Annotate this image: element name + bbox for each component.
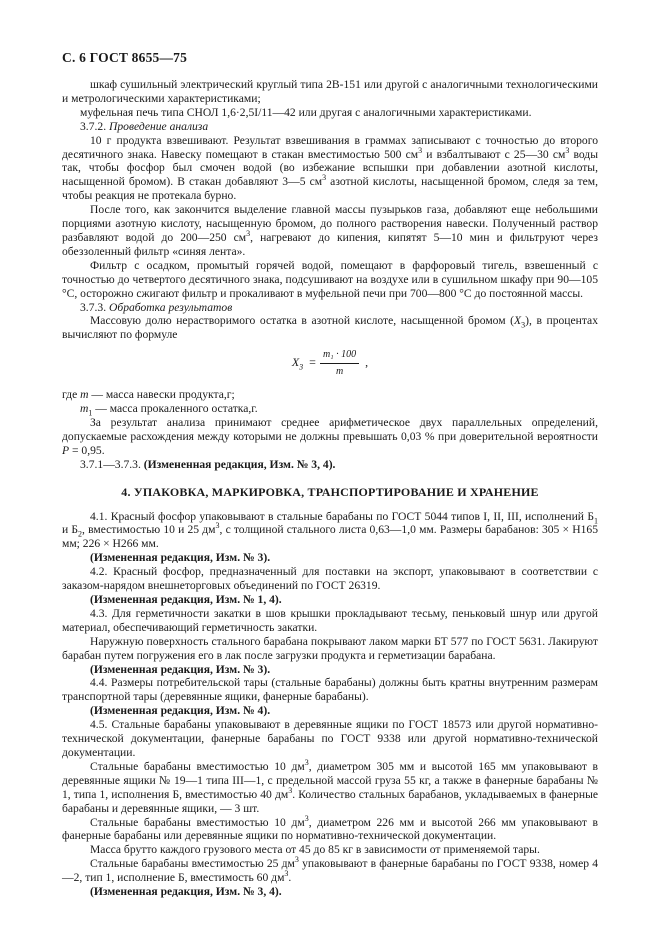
paragraph-4-3-lacquer: Наружную поверхность стального барабана покрывают лаком марки БТ 577 по ГОСТ 5631. Лакируют барабан путем погружения его в лак после загрузки продукта и герметизации барабана. (62, 634, 598, 662)
paragraph-dissolution: После того, как закончится выделение главной массы пузырьков газа, добавляют еще небольшими порциями азотную кислоту, насыщенную бромом, до полного растворения навески. Полученный раствор разбавляют водой до 200—250 $см^3$, нагревают до кипения, кипятят 5—10 мин и фильтруют через обеззоленный фильтр «синяя лента». (62, 203, 598, 258)
formula-x3: $X_3$ = $\frac{\text{m₁ · 100}}{m}$ , (291, 348, 369, 377)
document-body (62, 78, 598, 899)
paragraph-analysis-procedure: 10 г продукта взвешивают. Результат взвешивания в граммах записывают с точностью до второго десятичного знака. Навеску помещают в стакан вместимостью 500 $см^3$ и взбалтывают с 25—30 $см^3$ воды так, чтобы фосфор был смочен водой (во избежание вспышки при добавлении азотной кислоты, насыщенной бромом). В стакан добавляют 3—5 $см^3$ азотной кислоты, насыщенной бромом, следя за тем, чтобы реакция не протекала бурно. (62, 133, 598, 203)
amendment-note: (Измененная редакция, Изм. № 4). (90, 704, 271, 718)
amendment-note-3-7: 3.7.1—3.7.3. (Измененная редакция, Изм. № 3, 4). (80, 457, 336, 471)
amendment-note: (Измененная редакция, Изм. № 3). (90, 551, 271, 565)
variable-definition-m: где m — масса навески продукта,г; (62, 388, 235, 402)
formula-denominator: m (335, 365, 344, 377)
amendment-note: (Измененная редакция, Изм. № 1, 4). (90, 593, 282, 606)
paragraph-4-1: 4.1. Красный фосфор упаковывают в стальные барабаны по ГОСТ 5044 типов I, II, III, исполнений $Б_1$ и $Б_2$, вместимостью 10 и 25 $дм^3$, с толщиной стального листа 0,63—1,0 мм. Размеры барабанов: 305 × Н165 мм; 226 × Н266 мм. (62, 509, 599, 551)
paragraph-4-2: 4.2. Красный фосфор, предназначенный для поставки на экспорт, упаковывают в соответствии с заказом-нарядом внешнеторговых объединений по ГОСТ 26319. (62, 565, 598, 593)
formula-numerator: m₁ · 100 (320, 348, 359, 364)
paragraph-4-5-drums-226: Стальные барабаны вместимостью 10 $дм^3$, диаметром 226 мм и высотой 266 мм упаковывают в фанерные барабаны или деревянные ящики по нормативно-технической документации. (62, 813, 598, 843)
section-title: Обработка результатов (109, 300, 233, 314)
section-title: Проведение анализа (109, 119, 209, 133)
paragraph-filter-calcination: Фильтр с осадком, промытый горячей водой, помещают в фарфоровый тигель, взвешенный с точностью до четвертого десятичного знака, подсушивают на воздухе или в сушильном шкафу при 90—105 °С, осторожно сжигают фильтр и прокаливают в муфельной печи при 700—800 °С до постоянной массы. (62, 258, 598, 300)
paragraph-4-4: 4.4. Размеры потребительской тары (стальные барабаны) должны быть кратны внутренним размерам транспортной тары (деревянные ящики, фанерные барабаны). (62, 676, 598, 704)
paragraph-4-5-drums-305: Стальные барабаны вместимостью 10 $дм^3$, диаметром 305 мм и высотой 165 мм упаковывают в деревянные ящики № 19—1 типа III—1, с предельной массой груза 55 кг, а также в фанерные барабаны № 1, типа 1, исполнения Б, вместимостью 40 $дм^3$. Количество стальных барабанов, укладываемых в фанерные барабаны и деревянные ящики, — 3 шт. (62, 758, 599, 815)
page-header: С. 6 ГОСТ 8655—75 (62, 50, 188, 65)
paragraph-4-3: 4.3. Для герметичности закатки в шов крышки прокладывают тесьму, пеньковый шнур или другой материал, обеспечивающий герметичность закатки. (62, 606, 598, 634)
section-number: 3.7.2. (80, 119, 107, 133)
section-3-7-2-heading (62, 120, 598, 134)
paragraph-result-precision: За результат анализа принимают среднее арифметическое двух параллельных определений, допускаемые расхождения между которыми не должны превышать 0,03 % при доверительной вероятности P = 0,95. (62, 416, 598, 457)
formula-fraction (320, 348, 359, 379)
section-number: 3.7.3. (80, 300, 107, 314)
amendment-note: (Измененная редакция, Изм. № 3). (90, 662, 271, 676)
equipment-item-furnace: муфельная печь типа СНОЛ 1,6·2,5I/11—42 или другая с аналогичными характеристиками. (80, 105, 532, 119)
paragraph-4-5-gross-mass: Масса брутто каждого грузового места от 45 до 85 кг в зависимости от применяемой тары. (90, 843, 540, 857)
variable-definition-m1: $m_1$ — масса прокаленного остатка,г. (80, 402, 258, 418)
amendment-note: (Измененная редакция, Изм. № 3, 4). (90, 885, 282, 899)
equipment-item-oven: шкаф сушильный электрический круглый типа 2В-151 или другой с аналогичными технологическими и метрологическими характеристиками; (62, 78, 598, 105)
paragraph-4-5-drums-25: Стальные барабаны вместимостью 25 $дм^3$ упаковывают в фанерные барабаны по ГОСТ 9338, номер 4—2, тип 1, исполнение Б, вместимость 60 $дм^3$. (62, 855, 599, 885)
section-4-heading: 4. УПАКОВКА, МАРКИРОВКА, ТРАНСПОРТИРОВАНИЕ И ХРАНЕНИЕ (121, 484, 539, 499)
paragraph-4-5: 4.5. Стальные барабаны упаковывают в деревянные ящики по ГОСТ 18573 или другой нормативно-технической документации, фанерные барабаны по ГОСТ 9338 или другой нормативно-технической документации. (62, 718, 598, 759)
paragraph-formula-intro: Массовую долю нерастворимого остатка в азотной кислоте, насыщенной бромом $(X_3)$, в процентах вычисляют по формуле (62, 314, 598, 342)
section-3-7-3-heading (62, 301, 598, 315)
